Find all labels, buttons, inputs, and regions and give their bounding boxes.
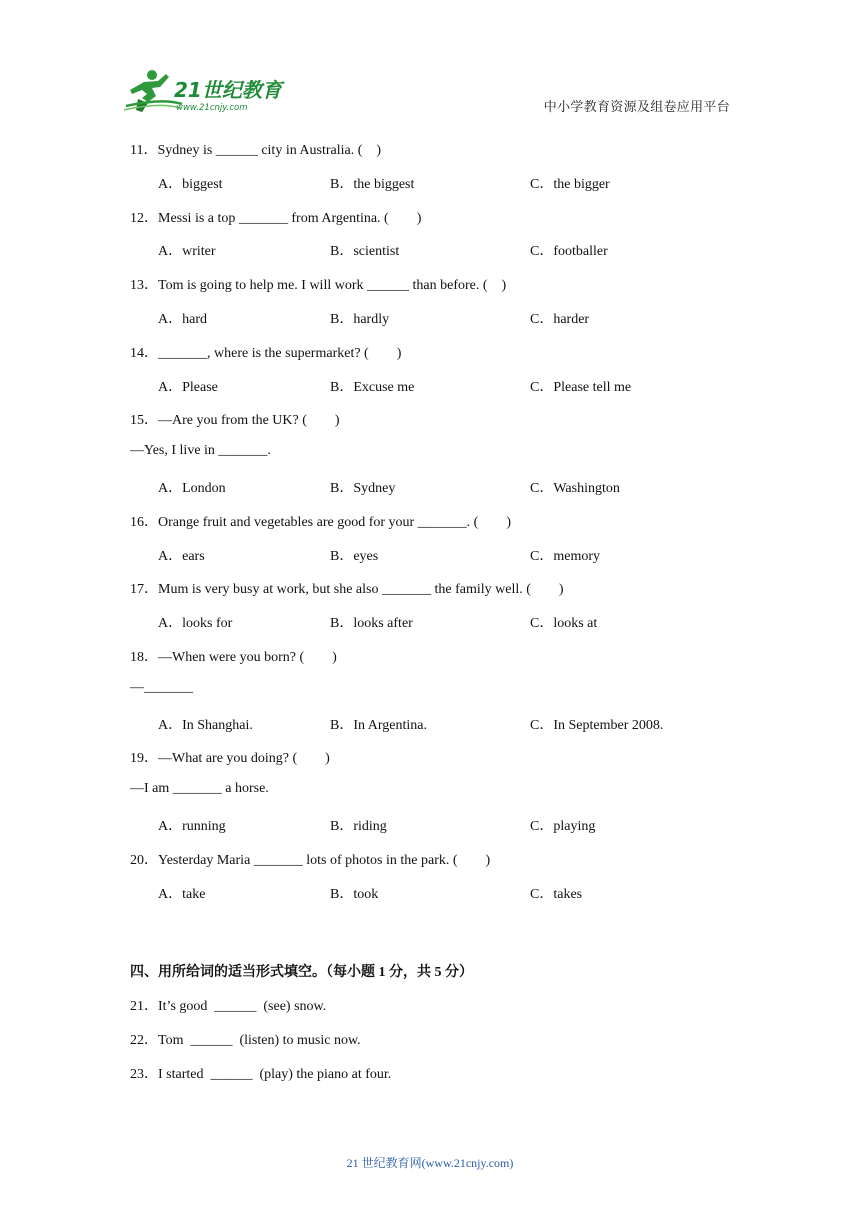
logo — [122, 68, 292, 116]
option-c[interactable]: C．In September 2008. — [530, 717, 664, 733]
fill-question-22 — [130, 1029, 361, 1049]
question-text: —When were you born? ( ) — [158, 650, 337, 665]
question-text: _______, where is the supermarket? ( ) — [158, 345, 402, 361]
question-20 — [130, 849, 490, 869]
question-text: —What are you doing? ( ) — [158, 751, 330, 767]
question-17 — [130, 578, 564, 598]
question-number: 19． — [130, 751, 158, 767]
question-text: I started ______ (play) the piano at four. — [158, 1066, 392, 1082]
logo-text: 21世纪教育 — [174, 78, 282, 102]
question-answer-line: —I am _______ a horse. — [130, 781, 269, 797]
option-c[interactable]: C．takes — [530, 886, 583, 902]
logo-url: www.21cnjy.com — [176, 103, 248, 113]
question-text: Mum is very busy at work, but she also _______ the family well. ( ) — [158, 582, 564, 598]
question-number: 13． — [130, 278, 158, 294]
header-platform-text: 中小学教育资源及组卷应用平台 — [543, 99, 730, 114]
question-number: 14． — [130, 345, 158, 361]
question-11 — [130, 139, 381, 159]
option-c[interactable]: C．the bigger — [530, 176, 610, 192]
option-b[interactable]: B．scientist — [330, 244, 400, 260]
option-b[interactable]: B．looks after — [330, 616, 413, 632]
option-c[interactable]: C．harder — [530, 312, 590, 327]
option-a[interactable]: A．biggest — [158, 176, 223, 192]
option-b[interactable]: B．the biggest — [330, 176, 415, 192]
question-number: 15． — [130, 413, 158, 429]
option-a[interactable]: A．In Shanghai. — [158, 717, 253, 733]
question-answer-line: —_______ — [130, 679, 193, 695]
question-14 — [130, 342, 401, 362]
option-a[interactable]: A．hard — [158, 312, 207, 327]
question-16 — [130, 511, 511, 531]
option-c[interactable]: C．memory — [530, 548, 600, 564]
question-number: 21． — [130, 999, 158, 1014]
option-b[interactable]: B．hardly — [330, 312, 390, 327]
option-b[interactable]: B．riding — [330, 819, 387, 834]
option-b[interactable]: B．eyes — [330, 548, 379, 564]
option-b[interactable]: B．Sydney — [330, 481, 396, 496]
question-text: It’s good ______ (see) snow. — [158, 999, 327, 1014]
question-text: Orange fruit and vegetables are good for your _______. ( ) — [158, 514, 512, 530]
fill-question-21 — [130, 995, 326, 1015]
option-a[interactable]: A．take — [158, 886, 206, 902]
option-b[interactable]: B．In Argentina. — [330, 717, 427, 733]
question-text: Yesterday Maria _______ lots of photos in the park. ( ) — [158, 852, 491, 868]
question-number: 16． — [130, 514, 158, 530]
question-answer-line: —Yes, I live in _______. — [130, 443, 271, 459]
option-c[interactable]: C．looks at — [530, 616, 598, 632]
question-text: Sydney is ______ city in Australia. ( ) — [157, 143, 382, 158]
option-a[interactable]: A．writer — [158, 244, 216, 260]
question-15 — [130, 409, 340, 429]
option-b[interactable]: B．took — [330, 886, 379, 902]
option-a[interactable]: A．London — [158, 481, 226, 496]
question-number: 11． — [130, 143, 158, 158]
page-footer: 21 世纪教育网(www.21cnjy.com) — [346, 1156, 514, 1170]
question-number: 23． — [130, 1066, 158, 1082]
question-number: 20． — [130, 852, 158, 868]
question-number: 17． — [130, 582, 158, 598]
fill-question-23 — [130, 1063, 391, 1083]
option-c[interactable]: C．Please tell me — [530, 379, 632, 395]
question-18 — [130, 646, 337, 666]
option-c[interactable]: C．footballer — [530, 244, 608, 260]
question-number: 22． — [130, 1032, 158, 1048]
logo-icon — [122, 68, 292, 116]
question-text: —Are you from the UK? ( ) — [158, 413, 340, 429]
question-number: 18． — [130, 650, 158, 665]
option-c[interactable]: C．playing — [530, 819, 596, 834]
option-c[interactable]: C．Washington — [530, 481, 620, 496]
option-a[interactable]: A．ears — [158, 548, 205, 564]
question-12 — [130, 207, 421, 227]
question-text: Tom ______ (listen) to music now. — [158, 1032, 361, 1048]
question-text: Messi is a top _______ from Argentina. ( ) — [158, 210, 422, 226]
option-a[interactable]: A．Please — [158, 379, 218, 395]
page-header — [0, 0, 860, 125]
option-a[interactable]: A．looks for — [158, 616, 233, 632]
option-a[interactable]: A．running — [158, 819, 226, 834]
question-19 — [130, 747, 330, 767]
option-b[interactable]: B．Excuse me — [330, 379, 415, 395]
question-number: 12． — [130, 210, 158, 226]
question-text: Tom is going to help me. I will work ______ than before. ( ) — [158, 278, 507, 294]
section-4-title: 四、用所给词的适当形式填空。（每小题 1 分，共 5 分） — [130, 965, 473, 980]
question-13 — [130, 274, 506, 294]
